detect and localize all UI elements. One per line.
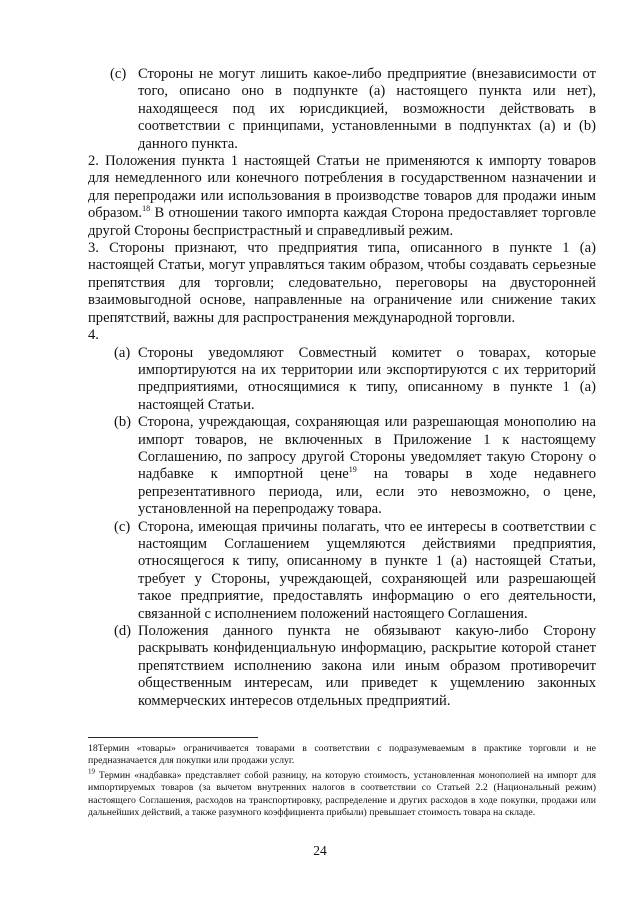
subitem-4a-text: Стороны уведомляют Совместный комитет о товарах, которые импортируются на их территории или экспортируются с их территорий предприятиями, относящимися к типу, описанному в пункте 1 (а) настоящей Статьи. xyxy=(138,344,596,413)
paragraph-3: 3. Стороны признают, что предприятия типа, описанного в пункте 1 (а) настоящей Статьи, могут управляться таким образом, чтобы создавать серьезные препятствия для торговли; следовательно, переговоры на двусторонней взаимовыгодной основе, направленные на ограничение или снижение таких препятствий, важны для распространения международной торговли. xyxy=(88,240,596,326)
subitem-c xyxy=(110,66,596,153)
subitem-4b-text xyxy=(138,414,596,518)
paragraph-2-text-b: В отношении такого импорта каждая Сторона предоставляет торговле другой Стороны беспристрастный и справедливый режим. xyxy=(88,205,596,239)
subitem-c-label: (c) xyxy=(110,66,127,82)
footnote-19 xyxy=(88,767,596,820)
subitem-4c-text: Сторона, имеющая причины полагать, что ее интересы в соответствии с настоящим Соглашением ущемляются действиями предприятия, относящегося к типу, описанному в пункте 1 (а) настоящей Статьи, требует у Стороны, учреждающей, сохраняющей или разрешающей такое предприятие, предоставлять информацию о его деятельности, связанной с исполнением положений настоящего Соглашения. xyxy=(138,518,596,622)
footnote-19-number: 19 xyxy=(88,767,95,776)
footnote-18 xyxy=(88,743,596,768)
subitem-4c xyxy=(114,519,596,623)
subitem-4c-label: (c) xyxy=(114,518,131,535)
paragraph-2-text-a: 2. Положения пункта 1 настоящей Статьи не применяются к импорту товаров для немедленного или конечного потребления в государственном назначении и для перепродажи или использования в производстве товаров для продажи иным образом. xyxy=(88,153,596,222)
page-number: 24 xyxy=(313,843,327,858)
subitem-4b-text-b: на товары в ходе недавнего репрезентативного периода, или, если это невозможно, о цене, установленной на перепродажу товара. xyxy=(138,466,596,518)
subitem-4b-label: (b) xyxy=(114,414,132,431)
paragraph-4-number: 4. xyxy=(88,327,99,344)
subitem-c-text: Стороны не могут лишить какое-либо предприятие (внезависимости от того, описано оно в подпункте (а) настоящего пункта или нет), находящееся под их юрисдикцией, возможности действовать в соответствии с принципами, установленными в подпунктах (а) и (b) данного пункта. xyxy=(138,66,596,152)
footnote-18-number: 18 xyxy=(88,743,98,754)
footnote-ref-18[interactable]: 18 xyxy=(142,204,151,214)
footnote-divider xyxy=(88,737,258,738)
subitem-4a xyxy=(114,345,596,415)
subitem-4a-label: (a) xyxy=(114,344,131,361)
subitem-4d xyxy=(114,623,596,710)
footnote-ref-19[interactable]: 19 xyxy=(348,465,357,475)
subitem-4b xyxy=(114,414,596,518)
subitem-4d-text: Положения данного пункта не обязывают какую-либо Сторону раскрывать конфиденциальную информацию, раскрытие которой станет препятствием исполнению закона или иным образом противоречит общественным интересам, или приведет к ущемлению законных коммерческих интересов отдельных предприятий. xyxy=(138,623,596,709)
footnotes xyxy=(88,737,596,821)
footnote-19-text: Термин «надбавка» представляет собой разницу, на которую стоимость, установленная монополией на импорт для импортируемых товаров (за вычетом внутренних налогов в соответствии со Статьей 2.2 (Национальный режим) настоящего Соглашения, расходов на транспортировку, распределение и других расходов в ходе покупки, продажи или дальнейших действий, а также разумного коэффициента прибыли) превышает стоимость товара на складе. xyxy=(88,769,596,819)
paragraph-2 xyxy=(88,153,596,240)
subitem-4b-text-a: Сторона, учреждающая, сохраняющая или разрешающая монополию на импорт товаров, не включенных в Приложение 1 к настоящему Соглашению, по запросу другой Стороны уведомляет такую Сторону о надбавке к импортной цене xyxy=(138,414,596,483)
footnote-18-text: Термин «товары» ограничивается товарами в соответствии с подразумеваемым в практике торговли и не предназначается для покупки или продажи услуг. xyxy=(88,743,596,767)
subitem-4d-label: (d) xyxy=(114,623,132,639)
